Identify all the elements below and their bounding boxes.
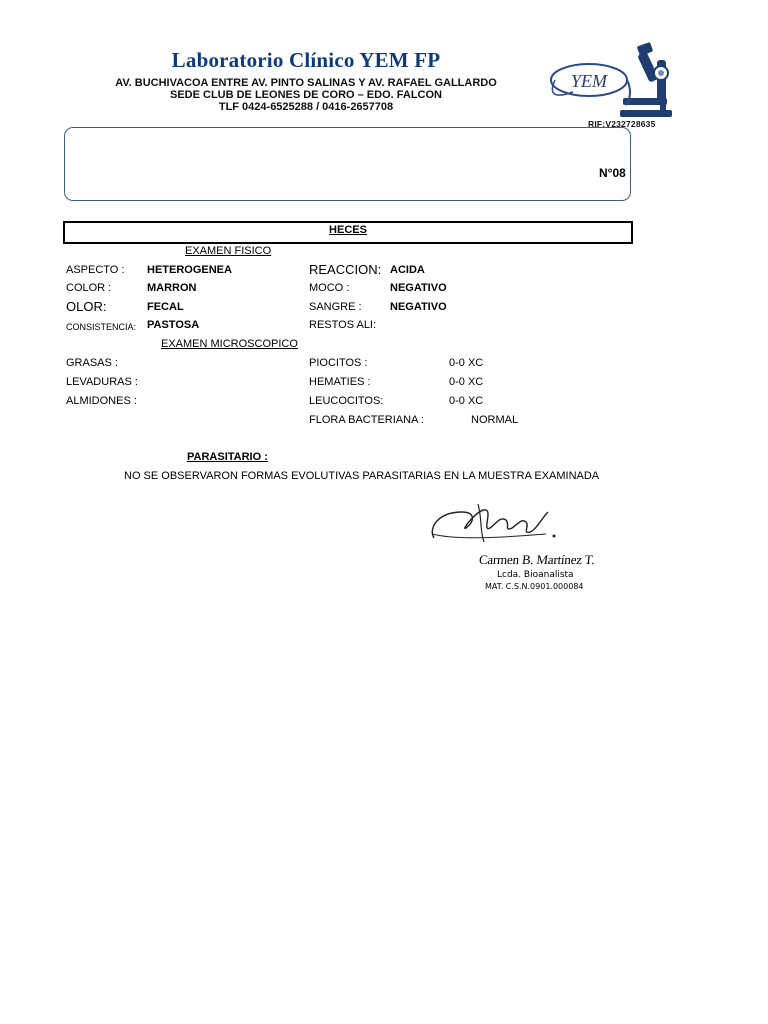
piocitos-label: PIOCITOS : [309,357,368,369]
logo-text: YEM [571,71,607,91]
olor-label: OLOR: [66,299,107,314]
reaccion-value: ACIDA [390,264,425,276]
signature-registration: MAT. C.S.N.0901.000084 [485,582,584,591]
report-number: N°08 [599,166,626,180]
color-value: MARRON [147,282,197,294]
patient-info-box [64,127,631,201]
olor-value: FECAL [147,301,184,313]
sangre-value: NEGATIVO [390,301,447,313]
lab-title: Laboratorio Clínico YEM FP [171,48,441,72]
grasas-label: GRASAS : [66,357,118,369]
aspecto-label: ASPECTO : [66,264,125,276]
moco-value: NEGATIVO [390,282,447,294]
rif-number: RIF:V232728635 [588,119,656,129]
flora-value: NORMAL [471,414,519,426]
parasitario-result: NO SE OBSERVARON FORMAS EVOLUTIVAS PARASITARIAS EN LA MUESTRA EXAMINADA [124,470,600,482]
flora-label: FLORA BACTERIANA : [309,414,424,426]
piocitos-value: 0-0 XC [449,357,484,369]
hematies-label: HEMATIES : [309,376,371,388]
phone-line: TLF 0424-6525288 / 0416-2657708 [218,101,394,113]
leucocitos-label: LEUCOCITOS: [309,395,384,407]
examen-fisico-title: EXAMEN FISICO [185,245,272,257]
restos-label: RESTOS ALI: [309,319,377,331]
signature-name: Carmen B. Martínez T. [478,552,596,567]
consistencia-value: PASTOSA [147,319,200,331]
levaduras-label: LEVADURAS : [66,376,138,388]
parasitario-title: PARASITARIO : [187,451,268,463]
reaccion-label: REACCION: [309,262,382,277]
hematies-value: 0-0 XC [449,376,484,388]
section-title: HECES [329,224,367,236]
signature-title: Lcda. Bioanalista [497,570,574,580]
moco-label: MOCO : [309,282,350,294]
address-line-2: SEDE CLUB DE LEONES DE CORO – EDO. FALCON [170,89,442,101]
almidones-label: ALMIDONES : [66,395,137,407]
signature-scribble [426,498,566,550]
leucocitos-value: 0-0 XC [449,395,484,407]
consistencia-label: CONSISTENCIA: [66,322,137,332]
sangre-label: SANGRE : [309,301,362,313]
aspecto-value: HETEROGENEA [147,264,232,276]
color-label: COLOR : [66,282,112,294]
microscope-logo [545,40,675,122]
address-line-1: AV. BUCHIVACOA ENTRE AV. PINTO SALINAS Y AV. RAFAEL GALLARDO [115,77,497,89]
examen-microscopico-title: EXAMEN MICROSCOPICO [161,338,298,350]
